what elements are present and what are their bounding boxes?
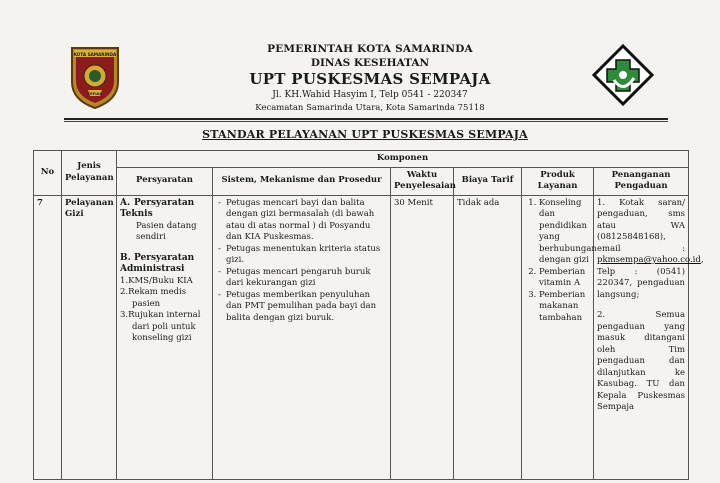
teknis-value: Pasien datang sendiri [136,220,197,242]
samarinda-emblem-icon [66,42,124,110]
cell-persyaratan [117,195,213,479]
header-rule [64,118,668,120]
header-penanganan: Penanganan Pengaduan [594,167,689,195]
district-line: Kecamatan Samarinda Utara, Kota Samarinda 75118 [255,103,485,113]
admin-item: 1.KMS/Buku KIA [120,275,193,286]
procedure-list [216,198,387,325]
email-link[interactable]: pkmsempa@yahoo.co.id [597,255,701,265]
cell-sistem [213,195,391,479]
procedure-step: - Petugas mencari pengaruh buruk dari kekurangan gizi [226,267,387,290]
header-persyaratan: Persyaratan [117,167,213,195]
svg-text:TEPIAN: TEPIAN [87,92,103,96]
complaint-channel: 1. Kotak saran/ pengaduan, sms atau WA (08125848168), email : pkmsempa@yahoo.co.id, Telp : (0541) 220347, pengaduan langsung; [597,197,704,300]
svg-text:KOTA SAMARINDA: KOTA SAMARINDA [73,52,117,57]
cell-waktu: 30 Menit [391,195,454,479]
header-waktu: Waktu Penyelesaian [391,167,454,195]
address-line: Jl. KH.Wahid Hasyim I, Telp 0541 - 220347 [272,90,468,100]
product-item: 1. Konseling dan pendidikan yang berhubungan dengan gizi [539,198,590,267]
header-jenis-pelayanan: Jenis Pelayanan [62,151,117,196]
admin-item: 2.Rekam medis pasien [120,287,187,309]
product-item: 2. Pemberian vitamin A [539,267,590,290]
cell-jenis-pelayanan: Pelayanan Gizi [62,195,117,479]
cell-biaya: Tidak ada [454,195,522,479]
product-list [525,197,597,325]
header-no: No [34,151,62,196]
cell-penanganan [594,195,704,479]
header-komponen: Komponen [117,151,689,168]
letterhead [220,42,520,114]
document-title: STANDAR PELAYANAN UPT PUSKESMAS SEMPAJA [202,128,528,141]
header-produk: Produk Layanan [522,167,594,195]
procedure-step: - Petugas menentukan kriteria status gizi. [226,244,387,267]
cell-produk [522,195,597,479]
header-rule-thin [64,121,668,122]
procedure-step: - Petugas memberikan penyuluhan dan PMT pemulihan pada bayi dan balita dengan gizi buruk. [226,290,387,325]
complaint-handling: 2. Semua pengaduan yang masuk ditangani oleh Tim pengaduan dan dilanjutkan ke Kasubag. TU dan Kepala Puskesmas Sempaja [597,310,686,412]
teknis-heading: A. Persyaratan Teknis [120,197,195,219]
organization-name: UPT PUSKESMAS SEMPAJA [249,70,491,88]
header-biaya: Biaya Tarif [454,167,522,195]
table-row [34,195,689,479]
product-item: 3. Pemberian makanan tambahan [539,290,590,325]
service-standard-table [33,150,704,480]
cell-no: 7 [34,195,62,479]
department-line: DINAS KESEHATAN [310,57,430,69]
puskesmas-logo-icon [592,44,654,106]
admin-item: 3.Rujukan internal dari poli untuk konseling gizi [120,310,201,343]
header-sistem: Sistem, Mekanisme dan Prosedur [213,167,391,195]
procedure-step: - Petugas mencari bayi dan balita dengan gizi bermasalah (di bawah atau di atas normal ) di Posyandu dan KIA Puskesmas. [226,198,387,244]
government-line: PEMERINTAH KOTA SAMARINDA [267,43,473,55]
administrasi-heading: B. Persyaratan Administrasi [120,252,195,274]
